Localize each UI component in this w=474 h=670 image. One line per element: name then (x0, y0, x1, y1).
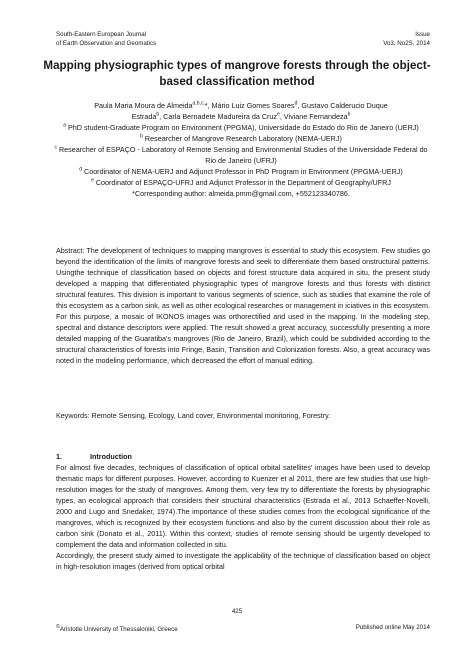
intro-paragraph: For almost five decades, techniques of classification of optical orbital satellites' images have been used to develop thematic maps for different purposes. However, according to Kuenzer et al 2011, there are few studies that use high-resolution images for the study of mangroves. Among them, very few try to differentiate the forests by physiographic types, an ecological approach that considers their structural characteristics (Estrada et al., 2013 Schaeffer-Novelli, 2000 and Lugo and Snedaker, 1974).The importance of these studies comes from the ecological significance of the mangroves, which is recognized by their ecosystem functions and also by the current discussion about their role as carbon sink (Donato et al., 2011). Within this context, studies of remote sensing should be urgently developed to complement the data and information collected in situ. (56, 463, 430, 549)
author-sup: a,b,c, (192, 100, 205, 107)
abstract-text: Abstract: The development of techniques to mapping mangroves is essential to study this ecosystem. Few studies go beyond the identification of the limits of mangrove forests and seek to differentiate them based onstructural patterns. Usingthe technique of classification based on objects and forest structure data acquired in situ, the present study developed a mapping that differentiated physiographic types of mangrove forests and thus forests with distinct structural features. This division is important to various segments of science, such as studies that examine the role of this ecosystem as a carbon sink, as well as other ecological researches or management in iciatives in this ecosystem. For this purpose, a mosaic of IKONOS images was orthorectified and used in the mapping. In the modeling step, spectral and distance descriptors were applied. The result showed a great accuracy, successfully presenting a more detailed mapping of the Guaratiba's mangroves (Rio de Janeiro, Brazil), which could be subdivided according to the structural characteristics of forests into Fringe, Basin, Transition and Colonization forests. Also, a great accuracy was noted in the modeling performance, which decreased the effort of manual editing. (56, 246, 430, 365)
author-name: Estrada (131, 112, 157, 121)
author-name: *, Mário Luiz Gomes Soares (204, 101, 295, 110)
affiliation (52, 166, 430, 177)
affiliation-sup: d (79, 166, 82, 173)
intro-paragraph: Accordingly, the present study aimed to investigate the applicability of the technique of classification based on object in high-resolution images (derived from optical orbital (56, 551, 430, 571)
section-title: Introduction (90, 452, 132, 461)
author-sup: e (277, 111, 280, 118)
journal-name-line2: of Earth Observation and Geomatics (56, 40, 157, 47)
affiliation (52, 133, 430, 144)
publisher-name: Aristotle University of Thessaloniki, Greece (59, 626, 178, 634)
section-number: 1. (56, 452, 62, 461)
issue-value: Vo3, No2S, 2014 (383, 40, 430, 47)
author-name: , Viviane Fernandeza (279, 112, 348, 121)
author-sup: b (347, 111, 351, 118)
corresponding-author: *Corresponding author: almeida.pmm@gmail.com, +552123340786. (132, 189, 350, 198)
affiliation-text: Researcher of Mangrove Research Laboratory (NEMA-UERJ) (144, 134, 342, 143)
author-name: Paula Maria Moura de Almeida (94, 101, 193, 110)
journal-name-line1: South-Eastern European Journal (56, 31, 147, 38)
author-line-1 (52, 100, 430, 111)
affiliation-sup: a (63, 122, 66, 129)
copyright-symbol: © (56, 624, 60, 630)
section-heading (56, 452, 132, 461)
author-line-2 (52, 111, 430, 122)
introduction-body (56, 462, 430, 572)
author-block (52, 100, 430, 199)
issue-label: Issue (415, 31, 430, 38)
affiliation-sup: b (140, 133, 143, 140)
paper-title: Mapping physiographic types of mangrove forests through the object-based classification method (43, 59, 431, 88)
affiliation (52, 122, 430, 133)
author-name: , Carla Bernadete Madureira da Cruz (159, 112, 278, 121)
affiliation-text: PhD student-Graduate Program on Environment (PPGMA), Universidade do Estado do Rio de Janeiro (UERJ) (68, 123, 419, 132)
journal-header (56, 30, 156, 48)
affiliation-text: Coordinator of ESPAÇO-UFRJ and Adjunct Professor in the Department of Geography/UFRJ (95, 178, 391, 187)
keywords (56, 410, 430, 421)
issue-header (383, 30, 430, 48)
affiliation-sup: c (54, 144, 57, 151)
abstract (56, 245, 430, 366)
page-number: 425 (231, 608, 243, 615)
affiliation-text: Coordinator of NEMA-UERJ and Adjunct Professor in PhD Program in Environment (PPGMA-UERJ) (84, 167, 403, 176)
published-date: Published online May 2014 (355, 624, 430, 631)
keywords-text: Keywords: Remote Sensing, Ecology, Land cover, Environmental monitoring, Forestry. (56, 411, 331, 420)
author-sup: d (294, 100, 298, 107)
author-sup: b (156, 111, 160, 118)
publisher-footer (56, 624, 178, 633)
affiliation-text: Researcher of ESPAÇO - Laboratory of Remote Sensing and Environmental Studies of the Universidade Federal do Rio de Janeiro (UFRJ) (58, 145, 428, 165)
affiliation (52, 177, 430, 188)
author-name: , Gustavo Calderucio Duque (297, 101, 388, 110)
affiliation (52, 144, 430, 166)
affiliation-sup: e (91, 177, 94, 184)
